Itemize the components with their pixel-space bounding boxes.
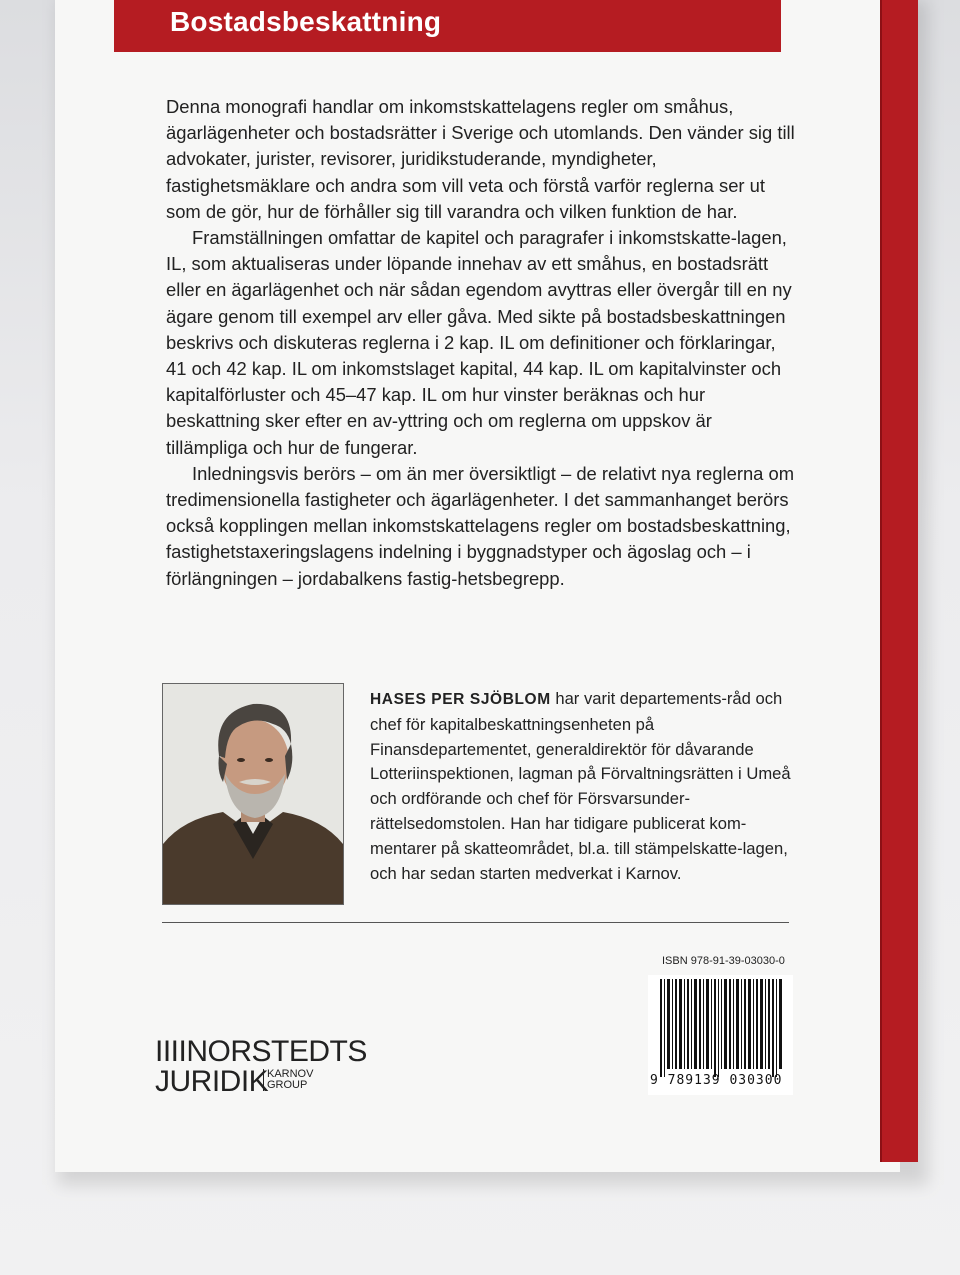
publisher-group-line2: GROUP [267,1079,308,1091]
publisher-logo [155,1035,367,1099]
book-spine [880,0,918,1162]
publisher-imprint: JURIDIK [155,1065,269,1098]
author-bio-text: har varit departements-råd och chef för kapitalbeskattningsenheten på Finansdepartementet, generaldirektör för dåvarande Lotteriinspektionen, lagman på Förvaltningsrätten i Umeå och ordförande och chef för Försvarsunder-rättelsedomstolen. Han har tidigare publicerat kom-mentarer på skatteområdet, bl.a. till stämpelskatte-lagen, och har sedan starten medverkat i Karnov. [370,689,791,883]
blurb-paragraph-2: Framställningen omfattar de kapitel och paragrafer i inkomstskatte-lagen, IL, som aktualiseras under löpande innehav av ett småhus, en bostadsrätt eller en ägarlägenhet och när sådan egendom avyttras eller övergår till en ny ägare genom till exempel arv eller gåva. Med sikte på bostadsbeskattningen beskrivs och diskuteras reglerna i 2 kap. IL om definitioner och förklaringar, 41 och 42 kap. IL om inkomstslaget kapital, 44 kap. IL om kapitalvinster och kapitalförluster och 45–47 kap. IL om hur vinster beräknas och hur beskattning sker efter en av-yttring och om reglerna om uppskov är tillämpliga och hur de fungerar. [166,227,792,458]
author-photo [162,683,344,905]
author-name: HASES PER SJÖBLOM [370,691,551,708]
barcode-digits: 9 789139 030300 [650,1073,783,1088]
publisher-name: IIIINORSTEDTS [155,1035,367,1068]
blurb [166,94,796,592]
divider [162,922,789,923]
blurb-paragraph-1: Denna monografi handlar om inkomstskattelagens regler om småhus, ägarlägenheter och bostadsrätter i Sverige och utomlands. Den vänder sig till advokater, jurister, revisorer, juridikstuderande, myndigheter, fastighetsmäklare och andra som vill veta och förstå varför reglerna ser ut som de gör, hur de förhåller sig till varandra och vilken funktion de har. [166,96,795,222]
publisher-group [263,1069,313,1091]
author-bio [370,687,800,886]
publisher-group-line1: KARNOV [267,1068,314,1080]
blurb-paragraph-3: Inledningsvis berörs – om än mer översiktligt – de relativt nya reglerna om tredimensionella fastigheter och ägarlägenheter. I det sammanhanget berörs också kopplingen mellan inkomstskattelagens regler om bostadsbeskattning, fastighetstaxeringslagens indelning i byggnadstyper och ägoslag och – i förlängningen – jordabalkens fastig-hetsbegrepp. [166,462,795,589]
isbn: ISBN 978-91-39-03030-0 [662,955,785,967]
book-title: Bostadsbeskattning [170,6,442,37]
barcode [648,975,793,1095]
